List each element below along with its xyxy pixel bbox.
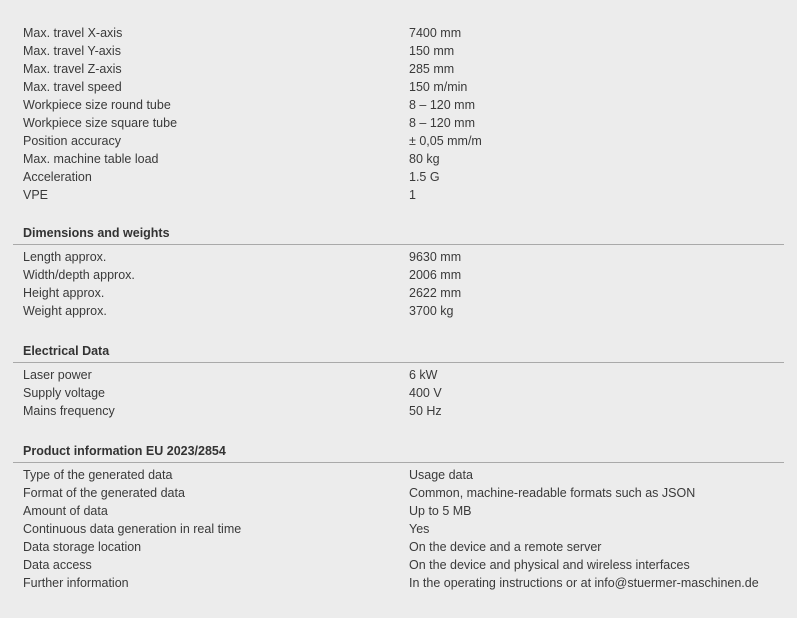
- section-spacer: [0, 320, 797, 341]
- section-divider: [13, 362, 784, 363]
- section-title: Dimensions and weights: [23, 226, 170, 240]
- spec-row: [0, 96, 797, 114]
- spec-row: [0, 302, 797, 320]
- section-header: [0, 341, 797, 363]
- spec-label: Max. travel Y-axis: [23, 44, 121, 58]
- spec-value: 1: [409, 188, 416, 202]
- spec-value: 9630 mm: [409, 250, 462, 264]
- spec-value: 1.5 G: [409, 170, 440, 184]
- spec-label: Mains frequency: [23, 404, 115, 418]
- spec-row: [0, 484, 797, 502]
- spec-label: Further information: [23, 576, 129, 590]
- spec-label: Data access: [23, 558, 92, 572]
- spec-section-product-info: [0, 441, 797, 592]
- spec-row: [0, 78, 797, 96]
- spec-value: ± 0,05 mm/m: [409, 134, 482, 148]
- spec-label: Weight approx.: [23, 304, 107, 318]
- spec-row: [0, 132, 797, 150]
- specification-sheet: [0, 24, 797, 592]
- spec-row: [0, 556, 797, 574]
- spec-row: [0, 60, 797, 78]
- spec-label: Max. travel speed: [23, 80, 122, 94]
- spec-label: Acceleration: [23, 170, 92, 184]
- spec-label: Position accuracy: [23, 134, 121, 148]
- spec-value: Up to 5 MB: [409, 504, 472, 518]
- spec-row: [0, 42, 797, 60]
- spec-value: 285 mm: [409, 62, 455, 76]
- spec-section-general: [0, 24, 797, 204]
- spec-row: [0, 366, 797, 384]
- spec-value: 2006 mm: [409, 268, 462, 282]
- spec-row: [0, 186, 797, 204]
- spec-label: Continuous data generation in real time: [23, 522, 242, 536]
- section-spacer: [0, 420, 797, 441]
- spec-value: 80 kg: [409, 152, 440, 166]
- spec-row: [0, 384, 797, 402]
- spec-label: Workpiece size round tube: [23, 98, 171, 112]
- spec-value: 7400 mm: [409, 26, 462, 40]
- spec-row: [0, 538, 797, 556]
- spec-value: On the device and a remote server: [409, 540, 602, 554]
- spec-row: [0, 24, 797, 42]
- spec-value: 150 mm: [409, 44, 455, 58]
- spec-row: [0, 168, 797, 186]
- spec-value: 8 – 120 mm: [409, 116, 476, 130]
- spec-row: [0, 520, 797, 538]
- spec-label: Format of the generated data: [23, 486, 185, 500]
- spec-value: 8 – 120 mm: [409, 98, 476, 112]
- spec-row: [0, 248, 797, 266]
- spec-label: Data storage location: [23, 540, 142, 554]
- spec-label: Amount of data: [23, 504, 108, 518]
- spec-value: Yes: [409, 522, 430, 536]
- spec-value: 2622 mm: [409, 286, 462, 300]
- section-header: [0, 441, 797, 463]
- spec-row: [0, 466, 797, 484]
- spec-label: Type of the generated data: [23, 468, 173, 482]
- spec-label: Max. travel X-axis: [23, 26, 123, 40]
- spec-label: Width/depth approx.: [23, 268, 135, 282]
- spec-value: 150 m/min: [409, 80, 468, 94]
- spec-value: Common, machine-readable formats such as JSON: [409, 486, 696, 500]
- spec-row: [0, 574, 797, 592]
- spec-label: Height approx.: [23, 286, 105, 300]
- spec-row: [0, 284, 797, 302]
- spec-value: Usage data: [409, 468, 473, 482]
- spec-label: VPE: [23, 188, 49, 202]
- spec-row: [0, 502, 797, 520]
- spec-value: On the device and physical and wireless interfaces: [409, 558, 690, 572]
- spec-row: [0, 266, 797, 284]
- spec-value: 400 V: [409, 386, 442, 400]
- spec-section-electrical: [0, 341, 797, 420]
- section-spacer: [0, 204, 797, 223]
- spec-row: [0, 402, 797, 420]
- spec-label: Max. machine table load: [23, 152, 159, 166]
- spec-section-dimensions: [0, 223, 797, 320]
- spec-label: Workpiece size square tube: [23, 116, 178, 130]
- spec-value: In the operating instructions or at info@stuermer-maschinen.de: [409, 576, 759, 590]
- spec-label: Laser power: [23, 368, 92, 382]
- spec-value: 3700 kg: [409, 304, 454, 318]
- spec-label: Max. travel Z-axis: [23, 62, 122, 76]
- section-divider: [13, 462, 784, 463]
- spec-row: [0, 114, 797, 132]
- section-divider: [13, 244, 784, 245]
- section-title: Product information EU 2023/2854: [23, 444, 226, 458]
- spec-value: 6 kW: [409, 368, 438, 382]
- spec-label: Length approx.: [23, 250, 107, 264]
- section-title: Electrical Data: [23, 344, 110, 358]
- spec-value: 50 Hz: [409, 404, 442, 418]
- section-header: [0, 223, 797, 245]
- spec-row: [0, 150, 797, 168]
- spec-label: Supply voltage: [23, 386, 106, 400]
